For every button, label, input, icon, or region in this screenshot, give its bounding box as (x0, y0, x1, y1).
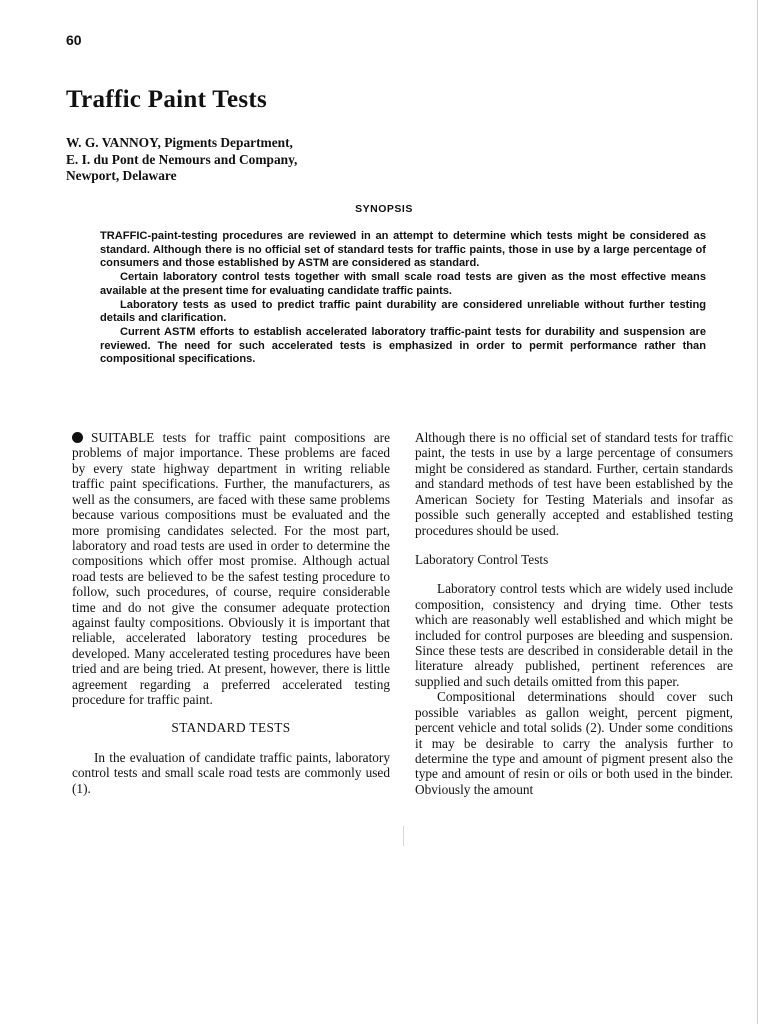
synopsis-paragraph: TRAFFIC-paint-testing procedures are reviewed in an attempt to determine which tests might be considered as standard. Although there is no official set of standard tests for traffic paints, those in use by a large percentage of consumers and those established by ASTM are considered as standard. (100, 230, 706, 270)
intro-text: tests for traffic paint compositions are problems of major importance. These problems are faced by every state highway department in writing reliable traffic paint specifications. Further, the manufacturers, as well as the consumers, are faced with these same problems because various compositions must be evaluated and the more promising candidates selected. For the most part, laboratory and road tests are used in order to determine the compositions which offer most promise. Although actual road tests are believed to be the safest testing procedure to follow, such procedures, of course, require considerable time and do not give the consumer adequate protection against faulty compositions. Obviously it is important that reliable, accelerated laboratory testing procedures be developed. Many accelerated testing procedures have been tried and are being tried. At present, however, there is little agreement regarding a preferred accelerated testing procedure for traffic paint. (72, 430, 390, 708)
intro-lead-word: SUITABLE (91, 430, 155, 445)
article-title: Traffic Paint Tests (66, 86, 268, 113)
body-paragraph: Laboratory control tests which are widely used include composition, consistency and drying time. Other tests which are reasonably well established and which might be included for control purposes are bleeding and suspension. Since these tests are described in considerable detail in the literature already published, pertinent references are supplied and such details omitted from this paper. (415, 581, 733, 689)
synopsis-paragraph: Certain laboratory control tests together with small scale road tests are given as the most effective means available at the present time for evaluating candidate traffic paints. (100, 271, 706, 297)
subheading-laboratory-control-tests: Laboratory Control Tests (415, 551, 549, 567)
author-line: Newport, Delaware (66, 168, 177, 183)
intro-paragraph (72, 430, 390, 708)
author-affiliation (66, 135, 486, 185)
synopsis-block (100, 230, 706, 367)
author-line: E. I. du Pont de Nemours and Company, (66, 151, 298, 167)
synopsis-paragraph: Current ASTM efforts to establish accelerated laboratory traffic-paint tests for durability and suspension are reviewed. The need for such accelerated tests is emphasized in order to permit performance rather than compositional specifications. (100, 325, 706, 366)
column-divider (403, 826, 404, 846)
synopsis-heading: SYNOPSIS (355, 203, 413, 215)
body-paragraph: Although there is no official set of standard tests for traffic paint, the tests in use by a large percentage of consumers might be considered as standard. Further, certain standards and standard methods of test have been established by the American Society for Testing Materials and insofar as possible such generally accepted and established testing procedures should be used. (415, 430, 733, 538)
body-paragraph: Compositional determinations should cover such possible variables as gallon weight, percent pigment, percent vehicle and total solids (2). Under some conditions it may be desirable to carry the analysis further to determine the type and amount of pigment present also the type and amount of resin or oils or both used in the binder. Obviously the amount (415, 689, 733, 797)
section-heading-standard-tests: STANDARD TESTS (171, 719, 291, 735)
author-line: W. G. VANNOY, Pigments Department, (66, 135, 293, 150)
synopsis-paragraph: Laboratory tests as used to predict traffic paint durability are considered unreliable without further testing details and clarification. (100, 298, 706, 325)
body-paragraph: In the evaluation of candidate traffic paints, laboratory control tests and small scale road tests are commonly used (1). (72, 750, 390, 796)
left-column (72, 430, 390, 796)
page-edge (757, 0, 758, 1024)
right-column (415, 430, 733, 797)
page-number: 60 (66, 32, 82, 48)
bullet-icon (72, 432, 83, 443)
